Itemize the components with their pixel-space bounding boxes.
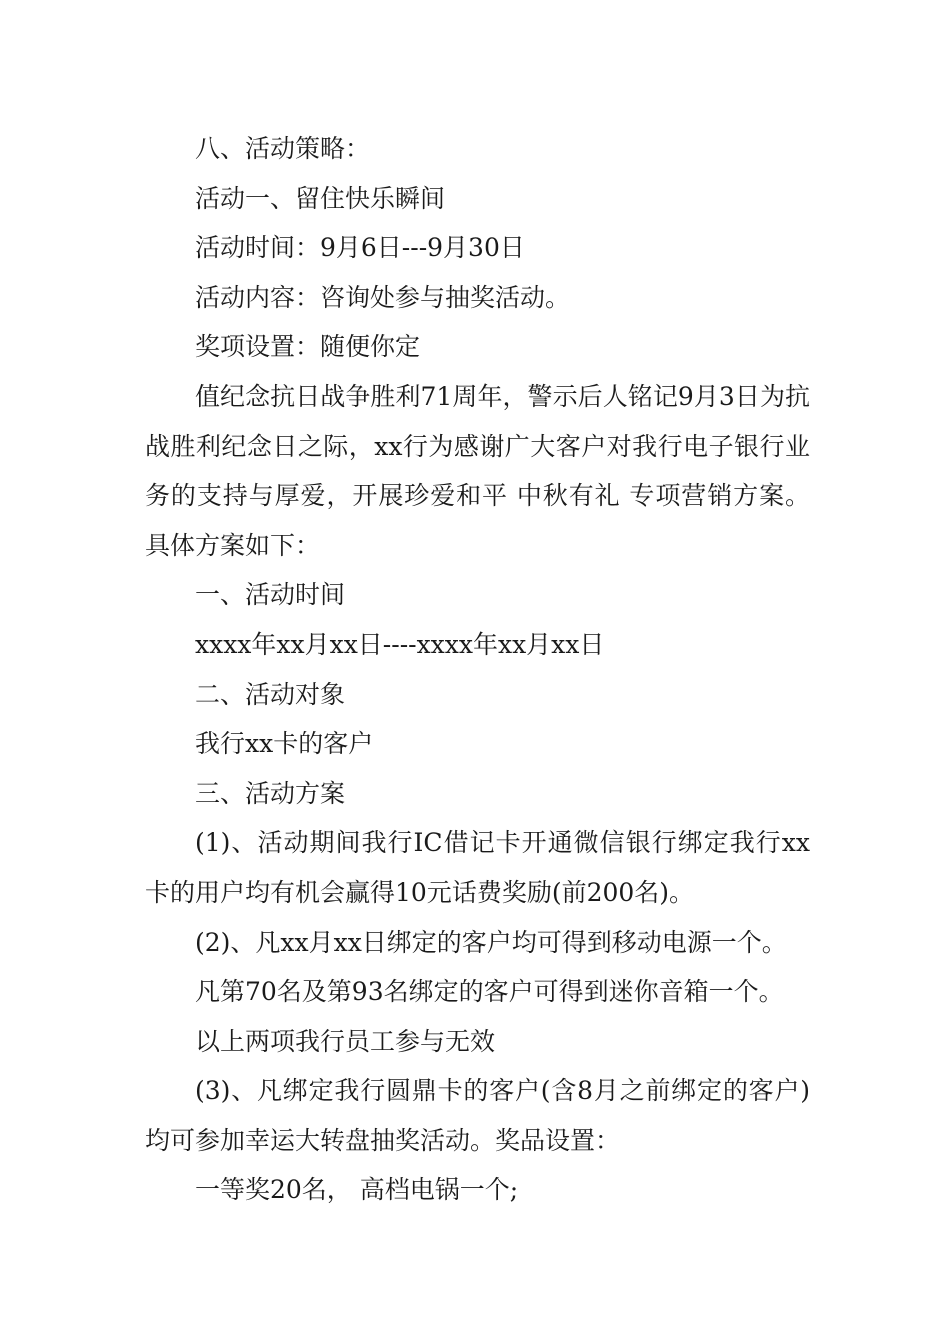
activity-one-content: 活动内容：咨询处参与抽奖活动。 bbox=[195, 282, 571, 312]
section-heading-target: 二、活动对象 bbox=[195, 679, 346, 709]
section-heading-strategy: 八、活动策略： bbox=[195, 134, 371, 163]
activity-time-range: xxxx年xx月xx日----xxxx年xx月xx日 bbox=[195, 629, 605, 659]
plan-item-2: (2)、凡xx月xx日绑定的客户均可得到移动电源一个。 bbox=[195, 927, 787, 957]
intro-paragraph: 值纪念抗日战争胜利71周年，警示后人铭记9月3日为抗战胜利纪念日之际，xx行为感谢广大客户对我行电子银行业务的支持与厚爱，开展珍爱和平 中秋有礼 专项营销方案。 具体方案如下： bbox=[145, 381, 818, 560]
target-customers: 我行xx卡的客户 bbox=[195, 729, 374, 759]
section-heading-plan: 三、活动方案 bbox=[195, 778, 346, 808]
section-heading-time: 一、活动时间 bbox=[195, 580, 346, 610]
plan-item-3: (3)、凡绑定我行圆鼎卡的客户(含8月之前绑定的客户)均可参加幸运大转盘抽奖活动。奖品设置： bbox=[145, 1076, 810, 1155]
first-prize: 一等奖20名， 高档电锅一个; bbox=[195, 1175, 519, 1205]
plan-note: 以上两项我行员工参与无效 bbox=[195, 1026, 496, 1056]
activity-one-prizes: 奖项设置：随便你定 bbox=[195, 332, 421, 362]
plan-item-2-extra: 凡第70名及第93名绑定的客户可得到迷你音箱一个。 bbox=[195, 977, 784, 1007]
plan-item-1: (1)、活动期间我行IC借记卡开通微信银行绑定我行xx卡的用户均有机会赢得10元话费奖励(前200名)。 bbox=[145, 828, 810, 907]
activity-one-title: 活动一、留住快乐瞬间 bbox=[195, 183, 446, 213]
document-body bbox=[145, 124, 818, 1215]
activity-one-time: 活动时间：9月6日---9月30日 bbox=[195, 233, 525, 263]
